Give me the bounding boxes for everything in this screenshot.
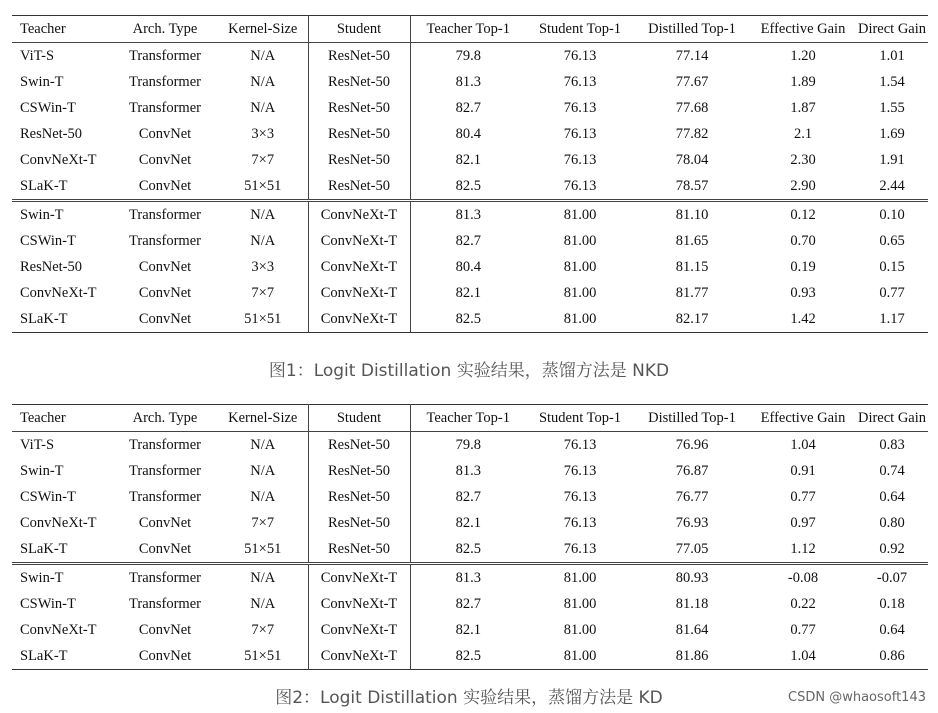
cell: N/A: [250, 48, 276, 64]
cell: SLaK-T: [20, 311, 68, 327]
cell: 81.18: [675, 596, 709, 612]
table-row: [12, 564, 928, 592]
cell: N/A: [250, 463, 276, 479]
cell: ConvNeXt-T: [308, 643, 410, 670]
cell: 0.18: [879, 596, 905, 612]
cell: -0.07: [876, 570, 908, 586]
cell: 82.1: [455, 285, 481, 301]
cell: ResNet-50: [308, 536, 410, 564]
table-row: [12, 121, 928, 147]
cell: ConvNet: [138, 152, 192, 168]
cell: ResNet-50: [308, 43, 410, 70]
table-row: [12, 617, 928, 643]
cell: 7×7: [251, 622, 275, 638]
cell: Transformer: [129, 233, 201, 249]
cell: 1.20: [790, 48, 816, 64]
cell: SLaK-T: [20, 648, 68, 664]
cell-best: 0.86: [879, 648, 905, 664]
table-row: [12, 591, 928, 617]
cell: 81.00: [563, 259, 597, 275]
cell: Transformer: [129, 74, 201, 90]
cell: 0.83: [879, 437, 905, 453]
cell: 76.93: [675, 515, 709, 531]
table-row: [12, 484, 928, 510]
cell-best: 1.17: [879, 311, 905, 327]
cell: CSWin-T: [20, 596, 76, 612]
cell: 1.04: [790, 437, 816, 453]
header-cell: Kernel-Size: [228, 21, 298, 37]
cell: 0.12: [790, 207, 816, 223]
cell: 1.87: [790, 100, 816, 116]
cell: 81.3: [455, 570, 481, 586]
cell: 80.4: [455, 126, 481, 142]
cell: 76.13: [563, 437, 597, 453]
cell: ResNet-50: [308, 147, 410, 173]
cell: ViT-S: [20, 48, 55, 64]
cell: 76.13: [563, 48, 597, 64]
cell: ResNet-50: [308, 458, 410, 484]
cell: 77.67: [675, 74, 709, 90]
cell: 0.65: [879, 233, 905, 249]
cell: 1.69: [879, 126, 905, 142]
cell: 1.89: [790, 74, 816, 90]
cell: ViT-S: [20, 437, 55, 453]
cell: 51×51: [244, 311, 282, 327]
table-row: [12, 95, 928, 121]
cell: 51×51: [244, 541, 282, 557]
cell: 81.00: [563, 311, 597, 327]
header-cell: Teacher: [20, 410, 66, 426]
cell: 0.64: [879, 489, 905, 505]
cell: 82.7: [455, 100, 481, 116]
table-row: [12, 510, 928, 536]
table-row: [12, 254, 928, 280]
watermark: CSDN @whaosoft143: [788, 690, 926, 705]
cell: 0.77: [790, 489, 816, 505]
cell: ConvNet: [138, 178, 192, 194]
cell: Swin-T: [20, 463, 64, 479]
header-cell: Kernel-Size: [228, 410, 298, 426]
cell: ConvNeXt-T: [20, 622, 97, 638]
header-cell: Teacher Top-1: [410, 16, 526, 43]
cell: CSWin-T: [20, 100, 76, 116]
cell: N/A: [250, 100, 276, 116]
cell: 81.65: [675, 233, 709, 249]
cell: 81.00: [563, 648, 597, 664]
cell: 76.13: [563, 489, 597, 505]
header-cell: Direct Gain: [857, 410, 927, 426]
cell: ResNet-50: [20, 259, 83, 275]
cell: N/A: [250, 233, 276, 249]
cell: ConvNet: [138, 285, 192, 301]
cell: 82.1: [455, 152, 481, 168]
cell: N/A: [250, 437, 276, 453]
cell: ResNet-50: [20, 126, 83, 142]
cell: 76.13: [563, 152, 597, 168]
cell: CSWin-T: [20, 233, 76, 249]
cell: 81.00: [563, 596, 597, 612]
cell-best: 81.86: [675, 648, 709, 664]
cell: Swin-T: [20, 74, 64, 90]
cell: 82.5: [455, 311, 481, 327]
cell: ConvNet: [138, 648, 192, 664]
cell: 76.13: [563, 178, 597, 194]
header-cell: Arch. Type: [132, 410, 198, 426]
cell: 81.10: [675, 207, 709, 223]
cell: 81.77: [675, 285, 709, 301]
cell: 81.00: [563, 622, 597, 638]
cell: N/A: [250, 489, 276, 505]
cell: ConvNeXt-T: [308, 254, 410, 280]
cell: ConvNet: [138, 311, 192, 327]
cell: ConvNet: [138, 126, 192, 142]
cell: 76.13: [563, 515, 597, 531]
cell: 51×51: [244, 178, 282, 194]
cell: Transformer: [129, 596, 201, 612]
cell: 81.00: [563, 570, 597, 586]
cell: SLaK-T: [20, 541, 68, 557]
cell: 7×7: [251, 152, 275, 168]
cell: ConvNeXt-T: [20, 515, 97, 531]
cell: 82.7: [455, 596, 481, 612]
cell: 76.13: [563, 126, 597, 142]
cell: ResNet-50: [308, 510, 410, 536]
cell: 79.8: [455, 437, 481, 453]
cell-best: 77.05: [675, 541, 709, 557]
header-cell: Student: [308, 405, 410, 432]
cell: 0.91: [790, 463, 816, 479]
cell: Transformer: [129, 207, 201, 223]
cell: ResNet-50: [308, 484, 410, 510]
cell: 0.64: [879, 622, 905, 638]
cell-best: 1.42: [790, 311, 816, 327]
cell: ConvNeXt-T: [308, 591, 410, 617]
table-row: [12, 306, 928, 333]
cell: ConvNeXt-T: [20, 152, 97, 168]
cell: ConvNet: [138, 622, 192, 638]
header-cell: Arch. Type: [132, 21, 198, 37]
cell: Transformer: [129, 489, 201, 505]
header-row: [12, 16, 928, 43]
table-row: [12, 201, 928, 229]
cell: ConvNet: [138, 259, 192, 275]
table-row: [12, 643, 928, 670]
cell: 0.77: [790, 622, 816, 638]
cell: 1.01: [879, 48, 905, 64]
header-cell: Student Top-1: [538, 21, 622, 37]
cell: 76.96: [675, 437, 709, 453]
cell: 7×7: [251, 515, 275, 531]
cell: 1.91: [879, 152, 905, 168]
cell: ConvNeXt-T: [308, 306, 410, 333]
header-cell: Student Top-1: [538, 410, 622, 426]
cell: 0.93: [790, 285, 816, 301]
cell: 2.30: [790, 152, 816, 168]
cell: 82.5: [455, 541, 481, 557]
table-row: [12, 432, 928, 459]
cell: N/A: [250, 596, 276, 612]
cell: ResNet-50: [308, 69, 410, 95]
cell: ConvNeXt-T: [308, 617, 410, 643]
cell: 81.00: [563, 207, 597, 223]
cell: 82.7: [455, 233, 481, 249]
cell: 81.00: [563, 285, 597, 301]
cell: 0.97: [790, 515, 816, 531]
cell: 0.19: [790, 259, 816, 275]
cell: ResNet-50: [308, 95, 410, 121]
header-cell: Student: [308, 16, 410, 43]
cell: 0.74: [879, 463, 905, 479]
cell: 82.7: [455, 489, 481, 505]
table-row: [12, 458, 928, 484]
cell-best: 2.90: [790, 178, 816, 194]
table-row: [12, 228, 928, 254]
cell: 1.55: [879, 100, 905, 116]
table-row: [12, 280, 928, 306]
cell: 0.22: [790, 596, 816, 612]
table-row: [12, 147, 928, 173]
cell-best: 2.44: [879, 178, 905, 194]
cell: 77.82: [675, 126, 709, 142]
table-row: [12, 43, 928, 70]
cell: 81.3: [455, 74, 481, 90]
cell: 81.3: [455, 207, 481, 223]
cell: 82.1: [455, 622, 481, 638]
cell: 80.93: [675, 570, 709, 586]
cell: -0.08: [787, 570, 819, 586]
header-cell: Distilled Top-1: [648, 21, 736, 37]
cell: 2.1: [793, 126, 813, 142]
cell: 1.54: [879, 74, 905, 90]
cell: 76.87: [675, 463, 709, 479]
cell: 76.13: [563, 541, 597, 557]
cell: 77.14: [675, 48, 709, 64]
cell-best: 1.12: [790, 541, 816, 557]
cell-best: 0.92: [879, 541, 905, 557]
header-row: [12, 405, 928, 432]
cell: 0.80: [879, 515, 905, 531]
cell: 79.8: [455, 48, 481, 64]
cell-best: 82.17: [675, 311, 709, 327]
cell: ConvNeXt-T: [308, 564, 410, 592]
figure-caption-1: 图1：Logit Distillation 实验结果，蒸馏方法是 NKD: [268, 361, 670, 381]
cell: ConvNeXt-T: [20, 285, 97, 301]
cell: N/A: [250, 570, 276, 586]
cell: 81.3: [455, 463, 481, 479]
cell: Swin-T: [20, 207, 64, 223]
cell: ConvNet: [138, 541, 192, 557]
header-cell: Effective Gain: [760, 410, 846, 426]
cell: 0.15: [879, 259, 905, 275]
cell: 81.64: [675, 622, 709, 638]
cell: 0.70: [790, 233, 816, 249]
cell: 82.1: [455, 515, 481, 531]
table-kd: [12, 404, 928, 670]
cell: 81.15: [675, 259, 709, 275]
header-cell: Effective Gain: [760, 21, 846, 37]
cell-best: 78.57: [675, 178, 709, 194]
cell: Swin-T: [20, 570, 64, 586]
cell: N/A: [250, 207, 276, 223]
cell: ConvNet: [138, 515, 192, 531]
cell: ResNet-50: [308, 432, 410, 459]
cell: Transformer: [129, 463, 201, 479]
cell: Transformer: [129, 100, 201, 116]
cell: 7×7: [251, 285, 275, 301]
cell: 76.77: [675, 489, 709, 505]
header-cell: Distilled Top-1: [648, 410, 736, 426]
cell: 81.00: [563, 233, 597, 249]
cell: 82.5: [455, 178, 481, 194]
cell: Transformer: [129, 570, 201, 586]
cell: 78.04: [675, 152, 709, 168]
cell: 82.5: [455, 648, 481, 664]
header-cell: Direct Gain: [857, 21, 927, 37]
header-cell: Teacher: [20, 21, 66, 37]
header-cell: Teacher Top-1: [410, 405, 526, 432]
cell: 3×3: [251, 126, 275, 142]
cell: 77.68: [675, 100, 709, 116]
cell: ResNet-50: [308, 121, 410, 147]
cell: 0.77: [879, 285, 905, 301]
cell: 76.13: [563, 463, 597, 479]
cell: N/A: [250, 74, 276, 90]
cell: Transformer: [129, 48, 201, 64]
cell: 76.13: [563, 100, 597, 116]
cell: 76.13: [563, 74, 597, 90]
cell: ResNet-50: [308, 173, 410, 201]
cell: 3×3: [251, 259, 275, 275]
cell: Transformer: [129, 437, 201, 453]
cell: ConvNeXt-T: [308, 280, 410, 306]
cell: CSWin-T: [20, 489, 76, 505]
table-row: [12, 173, 928, 201]
table-nkd: [12, 15, 928, 333]
table-row: [12, 536, 928, 564]
cell: ConvNeXt-T: [308, 228, 410, 254]
cell: ConvNeXt-T: [308, 201, 410, 229]
figure-caption-2: 图2：Logit Distillation 实验结果，蒸馏方法是 KD: [275, 688, 663, 708]
cell: SLaK-T: [20, 178, 68, 194]
cell: 0.10: [879, 207, 905, 223]
cell: 80.4: [455, 259, 481, 275]
table-row: [12, 69, 928, 95]
cell-best: 1.04: [790, 648, 816, 664]
cell: 51×51: [244, 648, 282, 664]
